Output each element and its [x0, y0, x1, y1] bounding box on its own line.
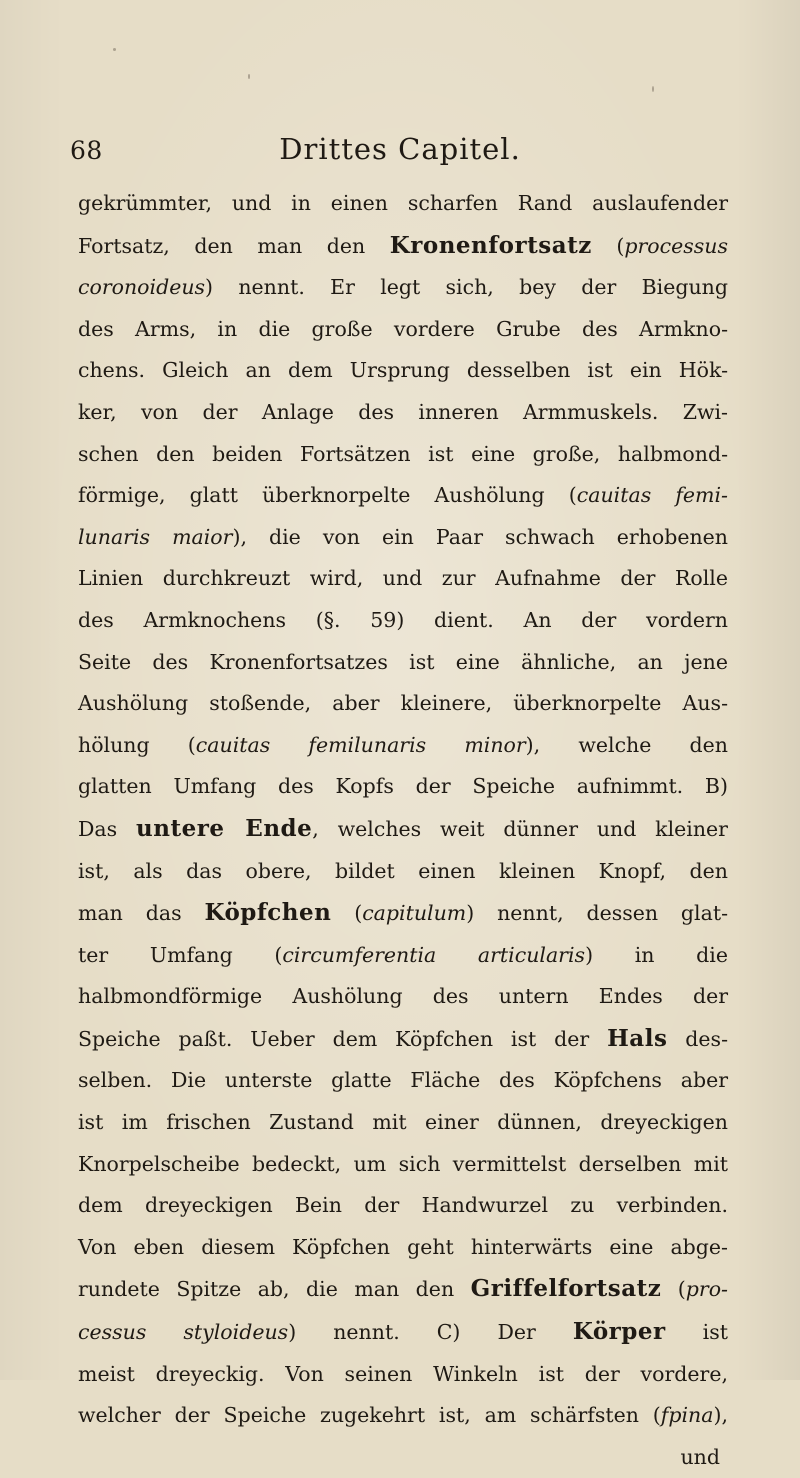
- text-run: des-: [667, 1026, 728, 1051]
- text-run: rundete Spitze ab, die man den: [78, 1277, 471, 1302]
- text-run: Speiche paßt. Ueber dem Köpfchen ist der: [78, 1026, 608, 1051]
- text-line: [78, 183, 728, 225]
- paper-speck: [113, 48, 116, 51]
- text-line: [78, 225, 728, 268]
- latin-term: pro-: [685, 1277, 728, 1302]
- latin-term: fpina: [660, 1403, 714, 1428]
- text-run: ), welche den: [525, 732, 729, 757]
- text-line: [78, 1102, 728, 1144]
- running-head: [70, 132, 730, 180]
- text-line: [78, 935, 728, 977]
- emphasized-term: Hals: [607, 1024, 668, 1052]
- text-line: [78, 392, 728, 434]
- latin-term: capitulum: [362, 901, 467, 926]
- latin-term: cauitas femi-: [576, 483, 728, 508]
- text-run: halbmondförmige Aushölung des untern Endes der: [78, 984, 728, 1009]
- paper-speck: [248, 74, 250, 79]
- text-line: [78, 1268, 728, 1311]
- text-run: ),: [713, 1403, 728, 1428]
- text-run: chens. Gleich an dem Ursprung desselben ist ein Hök-: [78, 358, 728, 383]
- text-line: [78, 1060, 728, 1102]
- text-run: schen den beiden Fortsätzen ist eine große, halbmond-: [78, 441, 728, 466]
- emphasized-term: untere Ende: [136, 814, 313, 842]
- text-line: [78, 892, 728, 935]
- text-line: [78, 1144, 728, 1186]
- text-line: [78, 1227, 728, 1269]
- text-run: ) nennt. C) Der: [288, 1320, 573, 1345]
- text-line: [78, 725, 728, 767]
- text-run: förmige, glatt überknorpelte Aushölung (: [78, 483, 577, 508]
- page-number: 68: [70, 136, 103, 165]
- text-line: [78, 683, 728, 725]
- emphasized-term: Griffelfortsatz: [470, 1275, 662, 1303]
- text-line: [78, 1185, 728, 1227]
- text-run: (: [331, 901, 363, 926]
- text-run: man das: [78, 901, 205, 926]
- text-line: [78, 475, 728, 517]
- text-line: [78, 642, 728, 684]
- text-run: ist im frischen Zustand mit einer dünnen, dreyeckigen: [78, 1110, 728, 1135]
- text-line: [78, 1018, 728, 1061]
- text-run: glatten Umfang des Kopfs der Speiche aufnimmt. B): [78, 774, 728, 799]
- text-run: ) in die: [585, 942, 728, 967]
- text-line: [78, 851, 728, 893]
- text-line: [78, 1395, 728, 1437]
- emphasized-term: Köpfchen: [204, 899, 332, 927]
- body-text: [78, 183, 728, 1478]
- text-run: gekrümmter, und in einen scharfen Rand auslaufender: [78, 191, 728, 215]
- text-line: [78, 350, 728, 392]
- text-run: des Arms, in die große vordere Grube des Armkno-: [78, 316, 728, 341]
- latin-term: processus: [624, 233, 728, 258]
- text-line: [78, 558, 728, 600]
- latin-term: cauitas femilunaris minor: [195, 732, 526, 757]
- text-line: [78, 1311, 728, 1354]
- text-run: (: [591, 233, 625, 258]
- text-run: meist dreyeckig. Von seinen Winkeln ist der vordere,: [78, 1361, 728, 1386]
- text-line: [78, 600, 728, 642]
- text-run: Linien durchkreuzt wird, und zur Aufnahme der Rolle: [78, 566, 728, 591]
- text-run: ) nennt, dessen glat-: [466, 901, 728, 926]
- text-line: [78, 517, 728, 559]
- text-run: des Armknochens (§. 59) dient. An der vordern: [78, 607, 728, 632]
- text-run: Aushölung stoßende, aber kleinere, überknorpelte Aus-: [78, 691, 728, 716]
- text-run: welcher der Speiche zugekehrt ist, am schärfsten (: [78, 1403, 661, 1428]
- latin-term: coronoideus: [78, 275, 206, 300]
- text-line: [78, 766, 728, 808]
- text-run: Seite des Kronenfortsatzes ist eine ähnliche, an jene: [78, 649, 728, 674]
- text-run: Das: [78, 816, 137, 841]
- text-run: Fortsatz, den man den: [78, 233, 390, 258]
- text-run: ), die von ein Paar schwach erhobenen: [232, 524, 729, 549]
- text-line: [78, 808, 728, 851]
- latin-term: circumferentia articularis: [282, 942, 586, 967]
- emphasized-term: Körper: [572, 1318, 666, 1346]
- chapter-title: Drittes Capitel.: [279, 132, 521, 166]
- text-line: [78, 267, 728, 309]
- text-line: [78, 1437, 728, 1478]
- text-line: [78, 309, 728, 351]
- text-line: [78, 1354, 728, 1396]
- text-run: hölung (: [78, 732, 196, 757]
- text-run: und: [680, 1444, 720, 1469]
- text-run: Von eben diesem Köpfchen geht hinterwärts eine abge-: [78, 1234, 728, 1259]
- text-run: ist: [665, 1320, 728, 1345]
- text-run: dem dreyeckigen Bein der Handwurzel zu verbinden.: [78, 1193, 728, 1218]
- text-run: ) nennt. Er legt sich, bey der Biegung: [205, 275, 728, 300]
- text-line: [78, 434, 728, 476]
- emphasized-term: Kronenfortsatz: [389, 231, 592, 259]
- paper-speck: [652, 86, 654, 92]
- text-run: , welches weit dünner und kleiner: [312, 816, 728, 841]
- latin-term: cessus styloideus: [78, 1320, 289, 1345]
- latin-term: lunaris maior: [78, 524, 233, 549]
- text-run: ker, von der Anlage des inneren Armmuskels. Zwi-: [78, 399, 728, 424]
- text-run: ist, als das obere, bildet einen kleinen Knopf, den: [78, 858, 728, 883]
- text-run: selben. Die unterste glatte Fläche des Köpfchens aber: [78, 1068, 728, 1093]
- text-run: ter Umfang (: [78, 942, 283, 967]
- text-run: Knorpelscheibe bedeckt, um sich vermittelst derselben mit: [78, 1151, 728, 1176]
- text-run: (: [661, 1277, 686, 1302]
- text-line: [78, 976, 728, 1018]
